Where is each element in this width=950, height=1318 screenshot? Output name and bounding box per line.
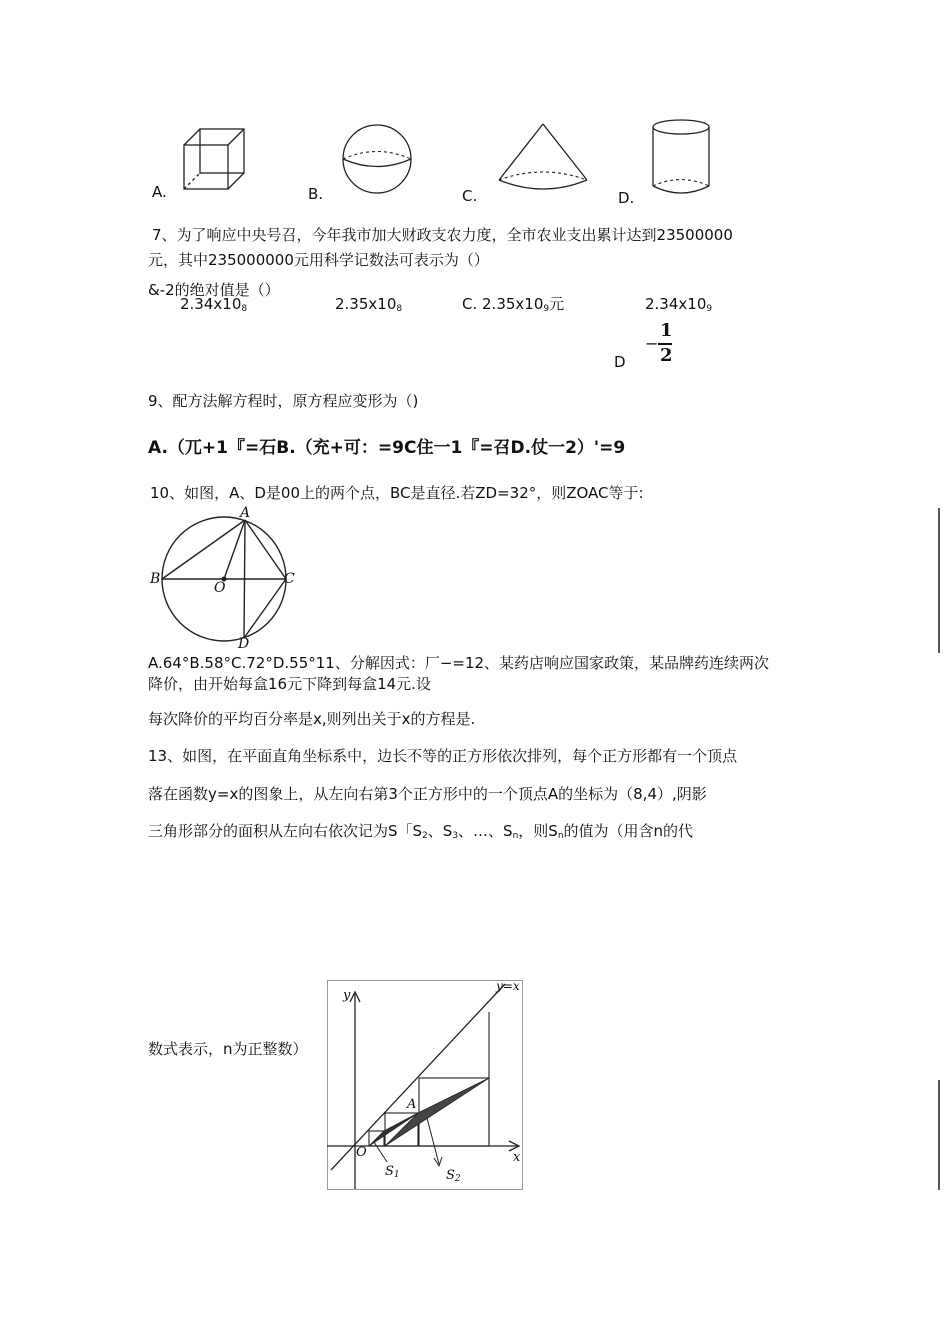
q10-answers-line: A.64°B.58°C.72°D.55°11、分解因式：厂−=12、某药店响应国家政策，某品牌药连续两次 (148, 654, 770, 672)
point-d-label: D (238, 636, 250, 652)
q10-text: 10、如图，A、D是00上的两个点，BC是直径.若ZD=32°，则ZOAC等于: (150, 484, 644, 502)
line-label: y=x (496, 979, 520, 993)
cylinder-figure (650, 118, 712, 198)
q9-options: A.（兀+1『=石B.（充+可：=9C住一1『=召D.仗一2）'=9 (148, 438, 626, 458)
axis-y-label: y (343, 988, 351, 1003)
q13-line2: 落在函数y=x的图象上，从左向右第3个正方形中的一个顶点A的坐标为（8,4）,阴影 (148, 785, 707, 803)
s1-label: $S_1$ (385, 1164, 400, 1180)
q7-option-d: $2.34x10_9$ (645, 295, 713, 314)
q8-option-d-label: D (614, 353, 626, 371)
q7-option-a: $2.34x10_8$ (180, 295, 248, 314)
q13-line4: 数式表示，n为正整数） (148, 1040, 308, 1058)
q13-line1: 13、如图，在平面直角坐标系中，边长不等的正方形依次排列，每个正方形都有一个顶点 (148, 747, 738, 765)
q7-line1: 7、为了响应中央号召，今年我市加大财政支农力度，全市农业支出累计达到23500000 (152, 226, 733, 244)
q12-line2: 降价，由开始每盒16元下降到每盒14元.设 (148, 675, 431, 693)
q8-option-d-sign: − (645, 334, 659, 353)
q7-option-b: $2.35x10_8$ (335, 295, 403, 314)
q6-option-d: D. (618, 189, 635, 207)
q13-line3: 三角形部分的面积从左向右依次记为S「$S_2$、$S_3$、…、$S_n$，则$S_n$的值为（用含n的代 (148, 822, 694, 841)
scan-edge-mark (938, 508, 940, 653)
point-b-label: B (150, 571, 161, 587)
q8-option-d-denominator: 2 (660, 345, 673, 366)
point-a-label: A (240, 505, 251, 521)
q6-option-c: C. (462, 187, 478, 205)
q8-text: &-2的绝对值是（） (148, 281, 280, 299)
q8-option-d-numerator: 1 (660, 320, 673, 341)
scan-edge-mark (938, 1080, 940, 1190)
q7-option-c: C. $2.35x10_9$元 (462, 295, 565, 314)
coordinate-figure (327, 980, 523, 1192)
cone-figure (495, 122, 591, 194)
s2-label: $S_2$ (446, 1168, 461, 1184)
sphere-figure (340, 122, 414, 196)
q7-line2: 元，其中235000000元用科学记数法可表示为（） (148, 251, 489, 269)
point-c-label: C (284, 571, 295, 587)
q12-line3: 每次降价的平均百分率是x,则列出关于x的方程是. (148, 710, 476, 728)
q6-option-b: B. (308, 185, 324, 203)
axis-x-label: x (513, 1150, 521, 1165)
origin-label: O (356, 1145, 367, 1160)
point-a-label-13: A (407, 1097, 417, 1112)
q6-option-a: A. (152, 183, 167, 201)
q9-text: 9、配方法解方程时，原方程应变形为（) (148, 392, 419, 410)
cube-figure (180, 125, 250, 195)
point-o-label: O (214, 580, 226, 596)
